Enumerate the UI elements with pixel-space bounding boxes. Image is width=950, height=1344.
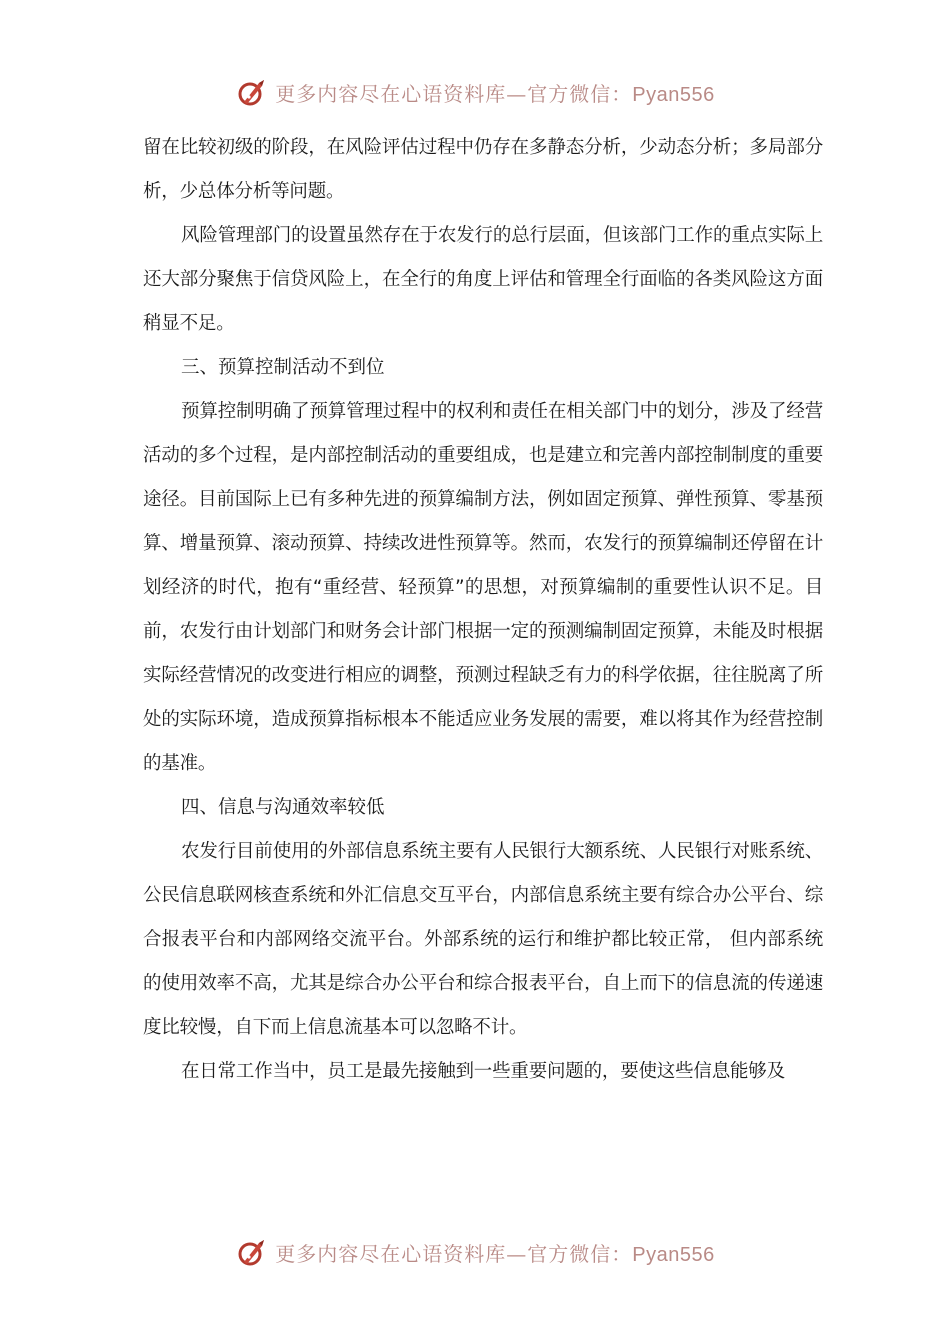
header-banner-text xyxy=(275,78,714,107)
header-banner xyxy=(0,72,950,112)
header-banner-inner xyxy=(235,75,714,109)
footer-wechat-id: Pyan556 xyxy=(632,1243,715,1266)
paragraph-1: 留在比较初级的阶段，在风险评估过程中仍存在多静态分析，少动态分析；多局部分析，少总体分析等问题。 xyxy=(143,137,823,202)
footer-banner xyxy=(0,1232,950,1272)
header-wechat-id: Pyan556 xyxy=(632,83,715,106)
paragraph-4: 农发行目前使用的外部信息系统主要有人民银行大额系统、人民银行对账系统、公民信息联网核查系统和外汇信息交互平台，内部信息系统主要有综合办公平台、综合报表平台和内部网络交流平台。外部系统的运行和维护都比较正常， 但内部系统的使用效率不高，尤其是综合办公平台和综合报表平台，自上而下的信息流的传递速度比较慢，自下而上信息流基本可以忽略不计。 xyxy=(143,841,823,1038)
paragraph-5: 在日常工作当中，员工是最先接触到一些重要问题的，要使这些信息能够及 xyxy=(181,1061,785,1082)
document-body xyxy=(143,126,823,1094)
footer-banner-label: 更多内容尽在心语资料库—官方微信： xyxy=(275,1241,633,1266)
header-banner-label: 更多内容尽在心语资料库—官方微信： xyxy=(275,81,633,106)
footer-banner-inner xyxy=(235,1235,714,1269)
pen-nib-logo-icon xyxy=(235,1235,269,1269)
pen-nib-logo-icon xyxy=(235,75,269,109)
paragraph-3: 预算控制明确了预算管理过程中的权利和责任在相关部门中的划分，涉及了经营活动的多个过程，是内部控制活动的重要组成，也是建立和完善内部控制制度的重要途径。目前国际上已有多种先进的预算编制方法，例如固定预算、弹性预算、零基预算、增量预算、滚动预算、持续改进性预算等。然而，农发行的预算编制还停留在计划经济的时代，抱有“重经营、轻预算”的思想，对预算编制的重要性认识不足。目前，农发行由计划部门和财务会计部门根据一定的预测编制固定预算，未能及时根据实际经营情况的改变进行相应的调整，预测过程缺乏有力的科学依据，往往脱离了所处的实际环境，造成预算指标根本不能适应业务发展的需要，难以将其作为经营控制的基准。 xyxy=(143,401,823,774)
section-heading-4: 四、信息与沟通效率较低 xyxy=(181,797,385,818)
section-heading-3: 三、预算控制活动不到位 xyxy=(181,357,385,378)
paragraph-2: 风险管理部门的设置虽然存在于农发行的总行层面，但该部门工作的重点实际上还大部分聚焦于信贷风险上，在全行的角度上评估和管理全行面临的各类风险这方面稍显不足。 xyxy=(143,225,823,334)
footer-banner-text xyxy=(275,1238,714,1267)
